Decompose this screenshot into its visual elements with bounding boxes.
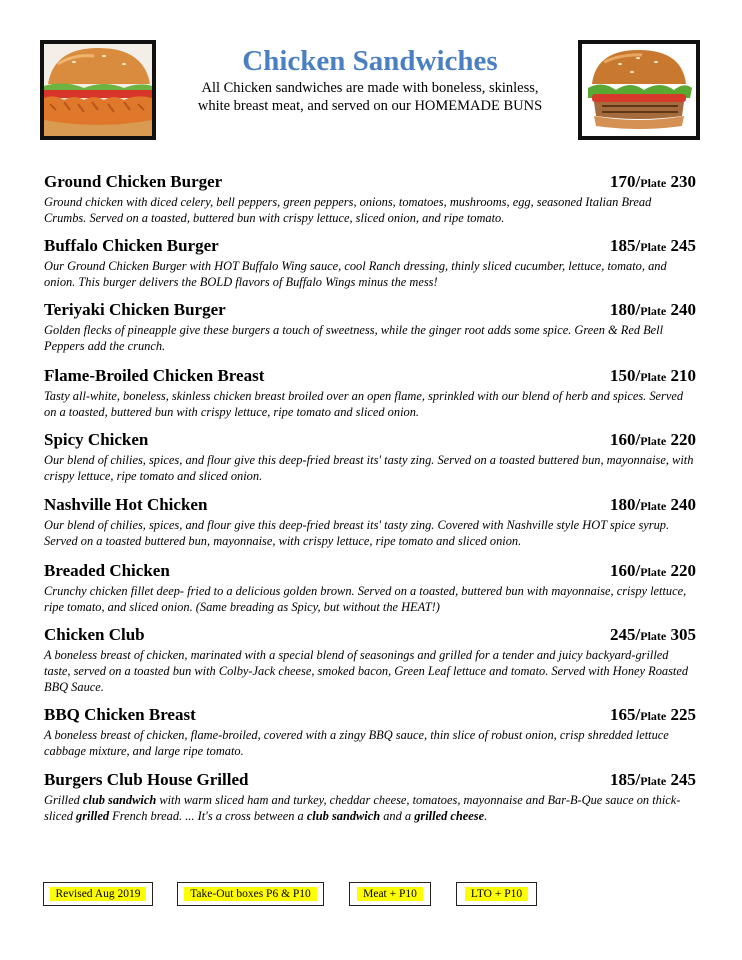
lto-surcharge-tag-label: LTO + P10 bbox=[465, 887, 528, 901]
desc-bold-text: grilled cheese bbox=[414, 809, 485, 823]
plate-price: 210 bbox=[670, 366, 696, 385]
item-name: Burgers Club House Grilled bbox=[44, 770, 249, 789]
menu-item-burgers-club-house-grilled bbox=[44, 770, 696, 824]
grilled-chicken-burger-image bbox=[582, 44, 696, 136]
item-price bbox=[610, 430, 696, 450]
plate-price: 240 bbox=[670, 495, 696, 514]
plate-label: Plate bbox=[640, 565, 667, 579]
plate-price: 230 bbox=[670, 172, 696, 191]
item-description: Ground chicken with diced celery, bell peppers, green peppers, onions, tomatoes, mushrooms, egg, seasoned Italian Bread Crumbs. Served on a toasted, buttered bun with crispy lettuce, sliced onion, and ripe tomato. bbox=[44, 195, 652, 225]
single-price: 185/ bbox=[610, 770, 641, 789]
plate-price: 220 bbox=[670, 561, 696, 580]
lto-surcharge-tag bbox=[456, 882, 537, 906]
item-price bbox=[610, 561, 696, 581]
plate-price: 245 bbox=[670, 770, 696, 789]
desc-text: French bread. ... It's a cross between a bbox=[109, 809, 307, 823]
plate-price: 225 bbox=[670, 705, 696, 724]
item-name: Buffalo Chicken Burger bbox=[44, 236, 219, 255]
item-name: Spicy Chicken bbox=[44, 430, 149, 449]
item-name: Ground Chicken Burger bbox=[44, 172, 223, 191]
plate-label: Plate bbox=[640, 176, 667, 190]
desc-text: Grilled bbox=[44, 793, 83, 807]
menu-item-bbq-chicken-breast bbox=[44, 705, 696, 759]
single-price: 185/ bbox=[610, 236, 641, 255]
single-price: 180/ bbox=[610, 495, 641, 514]
plate-label: Plate bbox=[640, 240, 667, 254]
crispy-chicken-sandwich-image bbox=[44, 44, 152, 136]
item-description: A boneless breast of chicken, flame-broiled, covered with a zingy BBQ sauce, thin slice of robust onion, crisp shredded lettuce cabbage mixture, and large ripe tomato. bbox=[44, 728, 669, 758]
desc-bold-text: club sandwich bbox=[82, 793, 157, 807]
item-price bbox=[610, 625, 696, 645]
header-subtitle bbox=[170, 79, 570, 115]
takeout-boxes-tag-label: Take-Out boxes P6 & P10 bbox=[184, 887, 317, 901]
item-name: BBQ Chicken Breast bbox=[44, 705, 196, 724]
item-price bbox=[610, 366, 696, 386]
page-title: Chicken Sandwiches bbox=[242, 45, 498, 77]
desc-text: . bbox=[484, 809, 488, 823]
item-description: Golden flecks of pineapple give these burgers a touch of sweetness, while the ginger root adds some spice. Green & Red Bell Peppers add the crunch. bbox=[44, 323, 664, 353]
item-name: Teriyaki Chicken Burger bbox=[44, 300, 226, 319]
single-price: 160/ bbox=[610, 430, 641, 449]
plate-price: 305 bbox=[670, 625, 696, 644]
item-description bbox=[44, 792, 696, 824]
item-price bbox=[610, 495, 696, 515]
plate-price: 220 bbox=[670, 430, 696, 449]
item-description: Our blend of chilies, spices, and flour give this deep-fried breast its' tasty zing. Served on a toasted buttered bun, mayonnaise, with crispy lettuce, ripe tomato and sliced onion. bbox=[44, 453, 694, 483]
plate-label: Plate bbox=[640, 304, 667, 318]
plate-label: Plate bbox=[640, 370, 667, 384]
desc-bold-text: grilled bbox=[76, 809, 110, 823]
revision-tag-label: Revised Aug 2019 bbox=[50, 887, 147, 901]
menu-item-nashville-hot-chicken bbox=[44, 495, 696, 549]
item-name: Nashville Hot Chicken bbox=[44, 495, 208, 514]
item-name: Breaded Chicken bbox=[44, 561, 170, 580]
desc-text: and a bbox=[380, 809, 415, 823]
takeout-boxes-tag bbox=[177, 882, 324, 906]
menu-item-buffalo-chicken-burger bbox=[44, 236, 696, 290]
menu-item-ground-chicken-burger bbox=[44, 172, 696, 226]
menu-header bbox=[170, 44, 570, 115]
subtitle-line-1: All Chicken sandwiches are made with boneless, skinless, bbox=[201, 80, 539, 96]
plate-price: 240 bbox=[670, 300, 696, 319]
item-name: Chicken Club bbox=[44, 625, 145, 644]
menu-item-flame-broiled-chicken-breast bbox=[44, 366, 696, 420]
item-price bbox=[610, 172, 696, 192]
menu-item-teriyaki-chicken-burger bbox=[44, 300, 696, 354]
plate-label: Plate bbox=[640, 774, 667, 788]
item-description: Tasty all-white, boneless, skinless chicken breast broiled over an open flame, sprinkled with our blend of herb and spices. Served on a toasted, buttered bun with crispy lettuce, ripe tomato and sliced onion. bbox=[44, 389, 684, 419]
menu-item-breaded-chicken bbox=[44, 561, 696, 615]
plate-label: Plate bbox=[640, 434, 667, 448]
plate-label: Plate bbox=[640, 709, 667, 723]
single-price: 150/ bbox=[610, 366, 641, 385]
desc-text: with warm sliced ham and turkey, cheddar cheese, tomatoes, mayonnaise and Bar-B-Que sauce on thick-sliced bbox=[44, 793, 681, 823]
revision-tag bbox=[43, 882, 153, 906]
plate-label: Plate bbox=[640, 499, 667, 513]
grilled-chicken-burger-photo bbox=[578, 40, 700, 140]
single-price: 165/ bbox=[610, 705, 641, 724]
item-name: Flame-Broiled Chicken Breast bbox=[44, 366, 265, 385]
desc-bold-text: club sandwich bbox=[306, 809, 381, 823]
single-price: 180/ bbox=[610, 300, 641, 319]
plate-price: 245 bbox=[670, 236, 696, 255]
item-price bbox=[610, 705, 696, 725]
single-price: 245/ bbox=[610, 625, 641, 644]
plate-label: Plate bbox=[640, 629, 667, 643]
item-description: Crunchy chicken fillet deep- fried to a delicious golden brown. Served on a toasted, buttered bun with mayonnaise, crispy lettuce, ripe tomato, and sliced onion. (Same breading as Spicy, but without the HEAT!) bbox=[44, 584, 687, 614]
item-price bbox=[610, 236, 696, 256]
meat-surcharge-tag bbox=[349, 882, 431, 906]
item-description: Our Ground Chicken Burger with HOT Buffalo Wing sauce, cool Ranch dressing, thinly sliced cucumber, lettuce, tomato, and onion. This burger delivers the BOLD flavors of Buffalo Wings minus the mess! bbox=[44, 259, 667, 289]
item-price bbox=[610, 300, 696, 320]
meat-surcharge-tag-label: Meat + P10 bbox=[357, 887, 423, 901]
menu-item-chicken-club bbox=[44, 625, 696, 695]
single-price: 160/ bbox=[610, 561, 641, 580]
item-price bbox=[610, 770, 696, 790]
crispy-chicken-sandwich-photo bbox=[40, 40, 156, 140]
menu-item-spicy-chicken bbox=[44, 430, 696, 484]
subtitle-line-2: white breast meat, and served on our HOMEMADE BUNS bbox=[197, 98, 543, 114]
item-description: Our blend of chilies, spices, and flour give this deep-fried breast its' tasty zing. Covered with Nashville style HOT spice syrup. Served on a toasted buttered bun, mayonnaise, with crispy lettuce, ripe tomato and sliced onion. bbox=[44, 518, 670, 548]
item-description: A boneless breast of chicken, marinated with a special blend of seasonings and grilled for a tender and juicy backyard-grilled taste, served on a toasted bun with Colby-Jack cheese, smoked bacon, Green Leaf lettuce and tomato. Served with Honey Roasted BBQ Sauce. bbox=[44, 648, 689, 694]
single-price: 170/ bbox=[610, 172, 641, 191]
